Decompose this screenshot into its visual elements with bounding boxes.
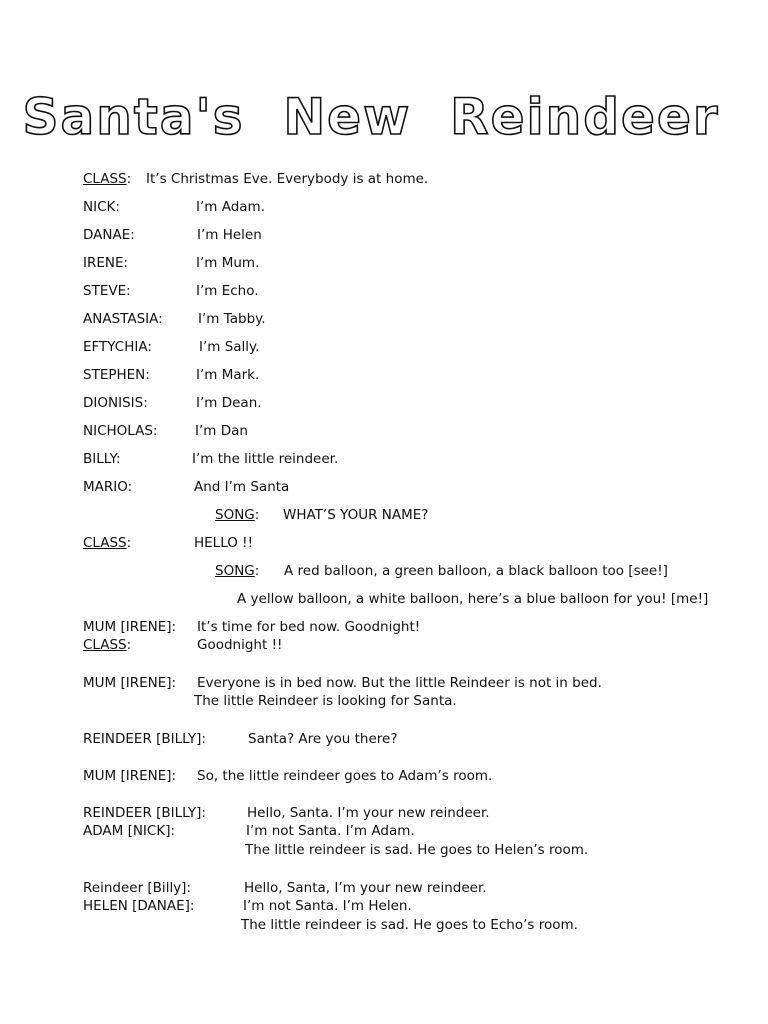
dialogue-text: I’m not Santa. I’m Adam. <box>246 823 415 839</box>
dialogue-text: Goodnight !! <box>197 637 283 653</box>
dialogue-text: I’m Adam. <box>196 199 265 215</box>
song-lyrics: A red balloon, a green balloon, a black balloon too [see!] <box>284 563 668 579</box>
dialogue-text: I’m not Santa. I’m Helen. <box>243 898 412 914</box>
speaker-name: REINDEER [BILLY]: <box>83 731 206 747</box>
dialogue-text: I’m the little reindeer. <box>192 451 339 467</box>
dialogue-text: And I’m Santa <box>194 479 290 495</box>
speaker-name: MUM [IRENE]: <box>83 768 177 784</box>
dialogue-text: I’m Mark. <box>196 367 260 383</box>
speaker-name: Reindeer [Billy]: <box>83 880 191 896</box>
dialogue-text: So, the little reindeer goes to Adam’s room. <box>197 768 493 784</box>
song-lyrics: A yellow balloon, a white balloon, here’s a blue balloon for you! [me!] <box>237 591 709 607</box>
dialogue-text: Hello, Santa. I’m your new reindeer. <box>247 805 490 821</box>
dialogue-text: Hello, Santa, I’m your new reindeer. <box>244 880 487 896</box>
speaker-name: ADAM [NICK]: <box>83 823 176 839</box>
dialogue-text: It’s time for bed now. Goodnight! <box>197 619 421 635</box>
dialogue-line-class: CLASS: <box>83 171 132 187</box>
dialogue-text: I’m Dean. <box>196 395 262 411</box>
speaker-name: ANASTASIA: <box>83 311 163 327</box>
dialogue-text: I’m Sally. <box>199 339 260 355</box>
dialogue-text: The little Reindeer is looking for Santa. <box>194 693 457 709</box>
page-title: Santa's New Reindeer <box>22 88 720 146</box>
dialogue-text: I’m Tabby. <box>198 311 266 327</box>
speaker-name: NICK: <box>83 199 120 215</box>
speaker-name: CLASS <box>83 171 127 187</box>
dialogue-line-class: CLASS: <box>83 535 132 551</box>
dialogue-text: HELLO !! <box>194 535 253 551</box>
speaker-name: IRENE: <box>83 255 129 271</box>
speaker-name: HELEN [DANAE]: <box>83 898 195 914</box>
song-label: SONG: <box>215 507 260 523</box>
speaker-name: REINDEER [BILLY]: <box>83 805 206 821</box>
dialogue-text: I’m Mum. <box>196 255 260 271</box>
speaker-name: EFTYCHIA: <box>83 339 152 355</box>
dialogue-text: I’m Helen <box>197 227 262 243</box>
song-title: WHAT’S YOUR NAME? <box>283 507 429 523</box>
speaker-name: BILLY: <box>83 451 121 467</box>
speaker-name: STEPHEN: <box>83 367 150 383</box>
song-label: SONG: <box>215 563 260 579</box>
speaker-name: MUM [IRENE]: <box>83 619 177 635</box>
speaker-name: DANAE: <box>83 227 135 243</box>
speaker-name: DIONISIS: <box>83 395 148 411</box>
dialogue-text: I’m Echo. <box>196 283 259 299</box>
speaker-name: MARIO: <box>83 479 133 495</box>
dialogue-text: Everyone is in bed now. But the little Reindeer is not in bed. <box>197 675 602 691</box>
dialogue-line-class: CLASS: <box>83 637 132 653</box>
speaker-name: NICHOLAS: <box>83 423 158 439</box>
speaker-name: STEVE: <box>83 283 131 299</box>
speaker-name: CLASS <box>83 637 127 653</box>
speaker-name: CLASS <box>83 535 127 551</box>
dialogue-text: Santa? Are you there? <box>248 731 398 747</box>
dialogue-text: The little reindeer is sad. He goes to Helen’s room. <box>245 842 589 858</box>
dialogue-text: I’m Dan <box>195 423 248 439</box>
speaker-name: MUM [IRENE]: <box>83 675 177 691</box>
dialogue-text: It’s Christmas Eve. Everybody is at home. <box>146 171 429 187</box>
dialogue-text: The little reindeer is sad. He goes to Echo’s room. <box>241 917 578 933</box>
